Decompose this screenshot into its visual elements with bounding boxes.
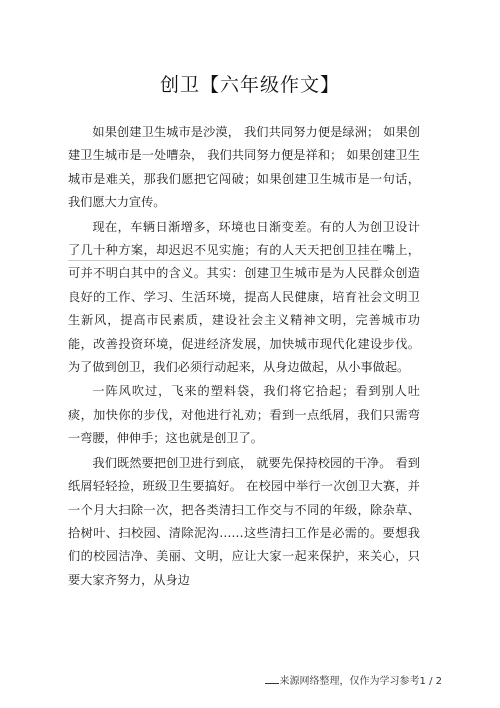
paragraph-1: 如果创建卫生城市是沙漠， 我们共同努力便是绿洲； 如果创建卫生城市是一处嘈杂， 我们共同努力便是祥和； 如果创建卫生城市是难关，那我们愿把它闯破；如果创建卫生城市是一句话，我们愿大力宣传。 — [68, 125, 420, 210]
paragraph-4: 我们既然要把创卫进行到底， 就要先保持校园的干净。 看到纸屑轻轻捡，班级卫生要搞好。 在校园中举行一次创卫大赛，并一个月大扫除一次，把各类清扫工作交与不同的年级，除杂草、拾树叶、扫校园、清除泥沟……这些清扫工作是必需的。要想我们的校园洁净、美丽、文明，应让大家一起来保护，来关心，只要大家齐努力，从身边 — [68, 455, 420, 587]
footer-underline — [265, 683, 279, 684]
scan-line-divider — [68, 260, 378, 261]
footer-page-indicator: 1 / 2 — [419, 676, 442, 687]
document-title: 创卫【六年级作文】 — [159, 74, 340, 96]
footer-source-note: 来源网络整理，仅作为学习参考 — [279, 676, 420, 687]
document-body — [68, 121, 420, 593]
paragraph-2: 现在，车辆日渐增多，环境也日渐变差。有的人为创卫设计了几十种方案，却迟迟不见实施；有的人天天把创卫挂在嘴上，可并不明白其中的含义。其实：创建卫生城市是为人民群众创造良好的工作、学习、生活环境，提高人民健康，培育社会文明卫生新风，提高市民素质，建设社会主义精神文明，完善城市功能，改善投资环境，促进经济发展，加快城市现代化建设步伐。为了做到创卫，我们必须行动起来，从身边做起，从小事做起。 — [68, 219, 420, 375]
paragraph-3: 一阵风吹过，飞来的塑料袋，我们将它拾起；看到别人吐痰，加快你的步伐，对他进行礼劝；看到一点纸屑，我们只需弯一弯腰，伸伸手；这也就是创卫了。 — [68, 384, 420, 446]
page-footer — [265, 672, 442, 687]
